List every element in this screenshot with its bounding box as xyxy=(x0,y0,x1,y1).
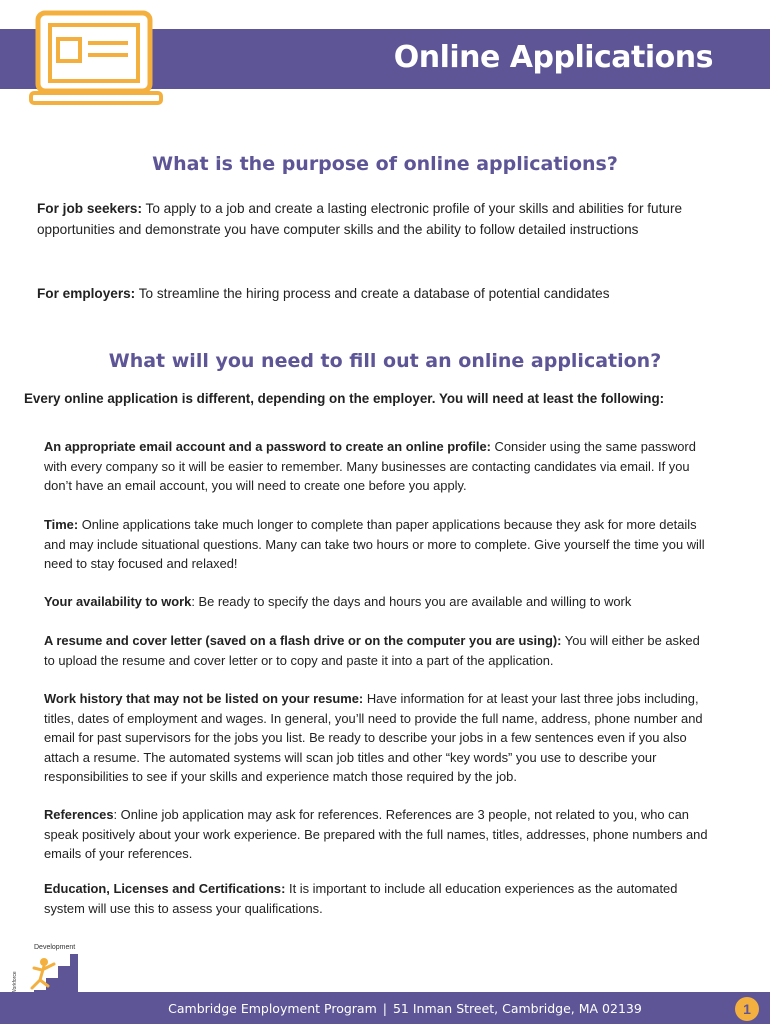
label-job-seekers: For job seekers: xyxy=(37,201,143,216)
requirement-text: Have information for at least your last three jobs including, titles, dates of employment and wages. In general, you’ll need to provide the full name, address, phone number and email for past supervisors for the jobs you list. Be ready to describe your jobs in a few sentences even if you also attach a resume. The automated systems will scan job titles and other “key words” you use to describe your responsibilities to see if your skills and experience match those required by the job. xyxy=(44,691,703,784)
requirement-label: A resume and cover letter (saved on a flash drive or on the computer you are using): xyxy=(44,633,562,648)
requirement-text: Online applications take much longer to complete than paper applications because they ask for more details and may include situational questions. Many can take two hours or more to complete. Give yourself the time you will need to stay focused and relaxed! xyxy=(44,517,705,571)
requirement-label: References xyxy=(44,807,114,822)
laptop-icon xyxy=(28,5,164,107)
footer-address: 51 Inman Street, Cambridge, MA 02139 xyxy=(392,1001,642,1016)
requirement-text: Consider using the same password with every company so it will be easier to remember. Many businesses are contacting candidates via email. If you don’t have an email account, you will need to create one before you apply. xyxy=(44,439,696,493)
label-employers: For employers: xyxy=(37,286,136,301)
text-employers: To streamline the hiring process and create a database of potential candidates xyxy=(135,286,610,301)
requirement-item-references xyxy=(44,805,709,864)
paragraph-job-seekers xyxy=(37,198,697,240)
page-title: Online Applications xyxy=(393,40,713,75)
requirement-text: : Online job application may ask for references. References are 3 people, not related to you, who can speak positively about your work experience. Be prepared with the full names, titles, addresses, phone numbers and emails of your references. xyxy=(44,807,708,861)
requirement-label: Work history that may not be listed on your resume: xyxy=(44,691,364,706)
logo-text-top: Development xyxy=(34,944,76,951)
requirement-text: : Be ready to specify the days and hours you are available and willing to work xyxy=(191,594,632,609)
requirement-item-time xyxy=(44,515,716,574)
requirement-label: Education, Licenses and Certifications: xyxy=(44,881,286,896)
paragraph-employers xyxy=(37,283,737,304)
section-heading-purpose: What is the purpose of online applications? xyxy=(152,153,618,175)
footer-org: Cambridge Employment Program xyxy=(168,1001,377,1016)
requirement-item-availability xyxy=(44,592,709,612)
requirement-text: It is important to include all education experiences as the automated system will use this to assess your qualifications. xyxy=(44,881,678,916)
requirements-lead: Every online application is different, depending on the employer. You will need at least the following: xyxy=(24,391,665,406)
requirement-item-work-history xyxy=(44,689,709,787)
requirement-label: Time: xyxy=(44,517,79,532)
section-heading-requirements: What will you need to fill out an online application? xyxy=(108,350,662,372)
page-number-badge: 1 xyxy=(735,997,759,1021)
requirement-label: An appropriate email account and a password to create an online profile: xyxy=(44,439,491,454)
requirement-text: You will either be asked to upload the resume and cover letter or to copy and paste it into a part of the application. xyxy=(44,633,700,668)
requirement-item-resume xyxy=(44,631,709,670)
footer-separator: | xyxy=(382,1001,387,1016)
text-job-seekers: To apply to a job and create a lasting electronic profile of your skills and abilities for future opportunities and demonstrate you have computer skills and the ability to follow detailed instructions xyxy=(37,201,683,237)
requirement-item-education xyxy=(44,879,709,918)
requirement-label: Your availability to work xyxy=(44,594,192,609)
requirement-item-email xyxy=(44,437,709,496)
footer-contact xyxy=(0,1001,770,1016)
